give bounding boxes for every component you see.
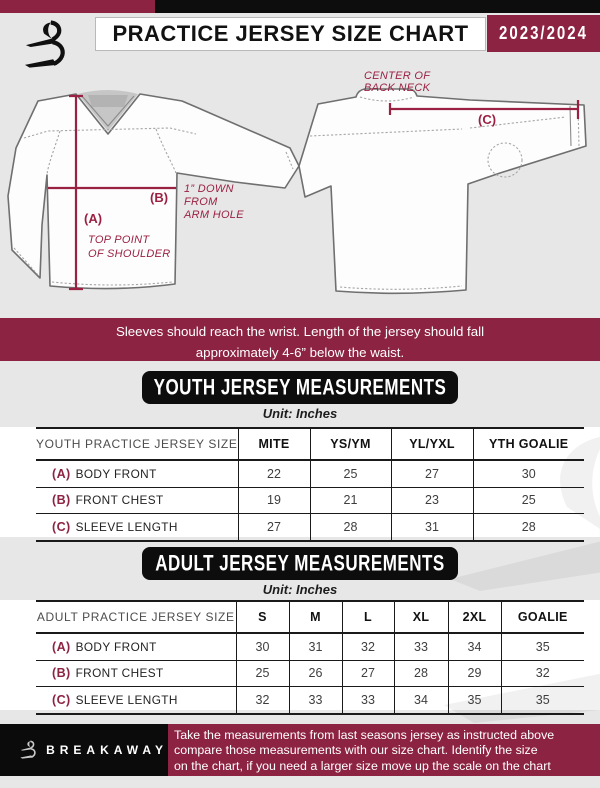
cell: 21 <box>310 487 391 514</box>
label-c-line2: BACK NECK <box>364 82 431 94</box>
youth-section-title: YOUTH JERSEY MEASUREMENTS <box>142 371 458 404</box>
youth-header-row <box>36 428 584 460</box>
cell: 30 <box>473 460 584 487</box>
cell: 31 <box>391 514 473 541</box>
cell: 25 <box>310 460 391 487</box>
table-row <box>36 460 584 487</box>
adult-section-title: ADULT JERSEY MEASUREMENTS <box>142 547 458 580</box>
cell: 25 <box>236 660 289 687</box>
cell: 22 <box>238 460 310 487</box>
label-a-line2: OF SHOULDER <box>88 248 171 260</box>
row-key: (B) <box>52 493 71 508</box>
table-row <box>36 633 584 660</box>
row-key: (C) <box>52 692 71 707</box>
youth-size-col-header: YOUTH PRACTICE JERSEY SIZE <box>36 428 238 460</box>
label-b-line3: ARM HOLE <box>184 209 244 221</box>
brand-name: BREAKAWAY <box>46 743 168 757</box>
adult-size-table <box>36 600 584 715</box>
adult-size-col-header: ADULT PRACTICE JERSEY SIZE <box>36 601 236 633</box>
youth-col-goalie: YTH GOALIE <box>473 428 584 460</box>
adult-col-goalie: GOALIE <box>501 601 584 633</box>
fit-note-line2: approximately 4-6” below the waist. <box>195 345 405 361</box>
cell: 26 <box>289 660 342 687</box>
table-row <box>36 660 584 687</box>
adult-col-2xl: 2XL <box>448 601 501 633</box>
label-a-line1: TOP POINT <box>88 234 150 246</box>
row-label: FRONT CHEST <box>75 666 164 681</box>
label-b-line2: FROM <box>184 196 218 208</box>
footer-line2: compare those measurements with our size chart. Identify the size <box>174 743 538 758</box>
cell: 29 <box>448 660 501 687</box>
adult-col-l: L <box>342 601 394 633</box>
top-strip-accent <box>0 0 155 13</box>
table-row <box>36 514 584 541</box>
label-c-line1: CENTER OF <box>364 70 431 82</box>
cell: 27 <box>238 514 310 541</box>
table-row <box>36 687 584 714</box>
cell: 27 <box>391 460 473 487</box>
row-label: BODY FRONT <box>75 466 157 481</box>
back-jersey-illustration <box>299 89 586 293</box>
cell: 23 <box>391 487 473 514</box>
cell: 33 <box>394 633 448 660</box>
cell: 32 <box>501 660 584 687</box>
youth-size-table <box>36 427 584 542</box>
cell: 33 <box>342 687 394 714</box>
cell: 34 <box>448 633 501 660</box>
cell: 35 <box>448 687 501 714</box>
table-row <box>36 487 584 514</box>
fit-note-banner <box>0 318 600 361</box>
row-label: FRONT CHEST <box>75 493 164 508</box>
brand-logo-icon-footer <box>20 734 38 767</box>
youth-col-ylyxl: YL/YXL <box>391 428 473 460</box>
label-c-key: (C) <box>478 112 497 127</box>
row-label: SLEEVE LENGTH <box>75 692 178 707</box>
cell: 32 <box>236 687 289 714</box>
season-badge-label: 2023/2024 <box>499 22 588 45</box>
cell: 27 <box>342 660 394 687</box>
adult-col-xl: XL <box>394 601 448 633</box>
cell: 31 <box>289 633 342 660</box>
row-label: BODY FRONT <box>75 639 157 654</box>
row-label: SLEEVE LENGTH <box>75 519 178 534</box>
cell: 34 <box>394 687 448 714</box>
adult-col-m: M <box>289 601 342 633</box>
season-badge <box>487 15 600 52</box>
footer-line1: Take the measurements from last seasons jersey as instructed above <box>174 728 555 742</box>
row-key: (A) <box>52 639 71 654</box>
label-a-key: (A) <box>84 211 103 226</box>
cell: 30 <box>236 633 289 660</box>
row-key: (C) <box>52 519 71 534</box>
fit-note-line1: Sleeves should reach the wrist. Length of the jersey should fall <box>115 324 485 339</box>
row-key: (A) <box>52 466 71 481</box>
footer-line3: on the chart, if you need a larger size move up the scale on the chart <box>174 758 551 773</box>
cell: 28 <box>473 514 584 541</box>
label-b-key: (B) <box>150 190 169 205</box>
youth-unit-label: Unit: Inches <box>262 406 338 421</box>
jersey-diagram <box>0 52 600 318</box>
cell: 28 <box>394 660 448 687</box>
cell: 25 <box>473 487 584 514</box>
cell: 28 <box>310 514 391 541</box>
cell: 35 <box>501 687 584 714</box>
label-b-line1: 1” DOWN <box>184 183 234 195</box>
cell: 19 <box>238 487 310 514</box>
footer-instructions <box>174 728 554 774</box>
youth-col-ysym: YS/YM <box>310 428 391 460</box>
row-key: (B) <box>52 666 71 681</box>
page-title: PRACTICE JERSEY SIZE CHART <box>95 17 486 51</box>
cell: 32 <box>342 633 394 660</box>
cell: 35 <box>501 633 584 660</box>
adult-header-row <box>36 601 584 633</box>
footer <box>0 724 600 776</box>
footer-brand-block <box>0 724 168 776</box>
adult-col-s: S <box>236 601 289 633</box>
cell: 33 <box>289 687 342 714</box>
adult-unit-label: Unit: Inches <box>262 582 338 597</box>
youth-col-mite: MITE <box>238 428 310 460</box>
